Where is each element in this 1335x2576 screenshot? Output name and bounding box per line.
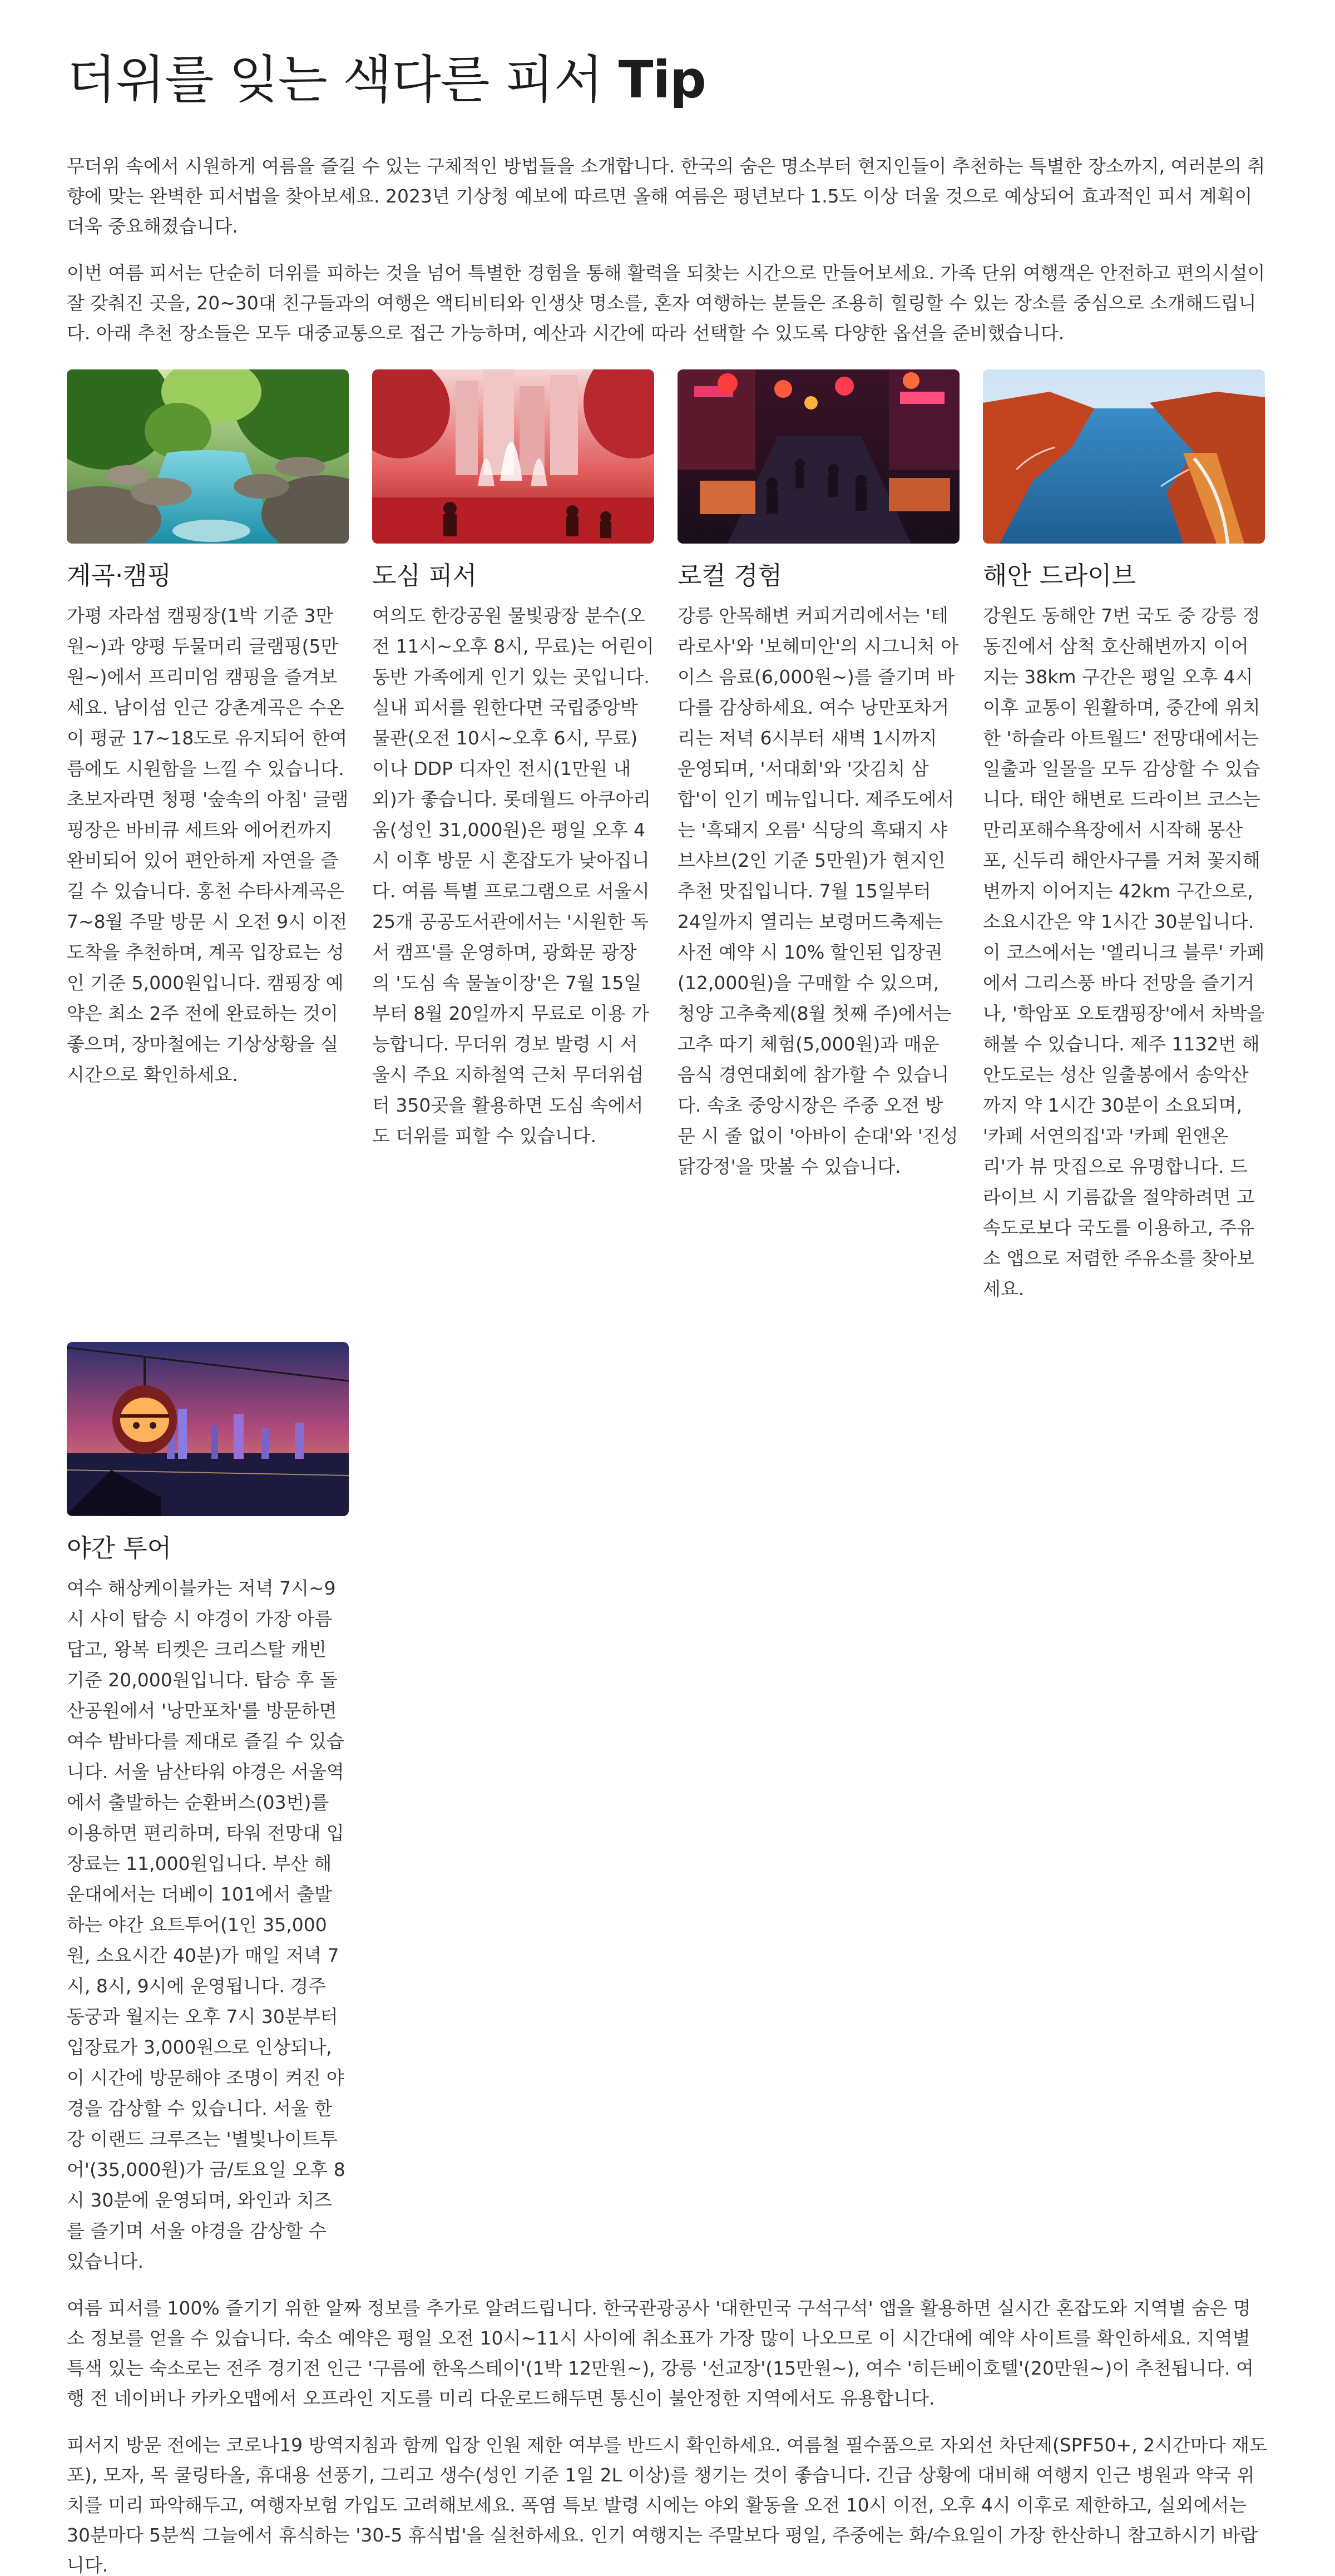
coastal-road-photo	[983, 369, 1265, 544]
card-body: 강릉 안목해변 커피거리에서는 '테라로사'와 '보헤미안'의 시그니처 아이스 음료(6,000원~)를 즐기며 바다를 감상하세요. 여수 낭만포차거리는 저녁 6시부터 새벽 1시까지 운영되며, '서대회'와 '갓김치 삼합'이 인기 메뉴입니다. 제주도에서는 '흑돼지 오름' 식당의 흑돼지 샤브샤브(2인 기준 5만원)가 현지인 추천 맛집입니다. 7월 15일부터 24일까지 열리는 보령머드축제는 사전 예약 시 10% 할인된 입장권(12,000원)을 구매할 수 있으며, 청양 고추축제(8월 첫째 주)에서는 고추 따기 체험(5,000원)과 매운 음식 경연대회에 참가할 수 있습니다. 속초 중앙시장은 주중 오전 방문 시 줄 없이 '아바이 순대'와 '진성 닭강정'을 맛볼 수 있습니다.	[678, 605, 958, 1177]
tip-card-local	[678, 369, 960, 1304]
card-title: 도심 피서	[372, 561, 477, 590]
title-main: 더위를 잊는 색다른 피서	[67, 50, 603, 110]
card-title: 야간 투어	[67, 1533, 172, 1563]
page-title	[67, 47, 1268, 113]
tip-card-night-tour	[67, 1342, 349, 2277]
tip-card-valley-camping	[67, 369, 349, 1304]
valley-stream-photo	[67, 369, 349, 544]
city-fountain-photo	[372, 369, 654, 544]
intro-paragraph: 무더위 속에서 시원하게 여름을 즐길 수 있는 구체적인 방법들을 소개합니다. 한국의 숨은 명소부터 현지인들이 추천하는 특별한 장소까지, 여러분의 취향에 맞는 완벽한 피서법을 찾아보세요. 2023년 기상청 예보에 따르면 올해 여름은 평년보다 1.5도 이상 더울 것으로 예상되어 효과적인 피서 계획이 더욱 중요해졌습니다.	[67, 155, 1265, 237]
card-title: 계곡·캠핑	[67, 561, 172, 590]
outro-paragraph: 피서지 방문 전에는 코로나19 방역지침과 함께 입장 인원 제한 여부를 반드시 확인하세요. 여름철 필수품으로 자외선 차단제(SPF50+, 2시간마다 재도포), 모자, 목 쿨링타올, 휴대용 선풍기, 그리고 생수(성인 기준 1일 2L 이상)를 챙기는 것이 좋습니다. 긴급 상황에 대비해 여행지 인근 병원과 약국 위치를 미리 파악해두고, 여행자보험 가입도 고려해보세요. 폭염 특보 발령 시에는 야외 활동을 오전 10시 이전, 오후 4시 이후로 제한하고, 실외에서는 30분마다 5분씩 그늘에서 휴식하는 '30-5 휴식법'을 실천하세요. 인기 여행지는 주말보다 평일, 주중에는 화/수요일이 가장 한산하니 참고하시기 바랍니다.	[67, 2434, 1267, 2576]
tip-card-city	[372, 369, 654, 1304]
card-body: 여의도 한강공원 물빛광장 분수(오전 11시~오후 8시, 무료)는 어린이 동반 가족에게 인기 있는 곳입니다. 실내 피서를 원한다면 국립중앙박물관(오전 10시~오후 6시, 무료)이나 DDP 디자인 전시(1만원 내외)가 좋습니다. 롯데월드 아쿠아리움(성인 31,000원)은 평일 오후 4시 이후 방문 시 혼잡도가 낮아집니다. 여름 특별 프로그램으로 서울시 25개 공공도서관에서는 '시원한 독서 캠프'를 운영하며, 광화문 광장의 '도심 속 물놀이장'은 7월 15일부터 8월 20일까지 무료로 이용 가능합니다. 무더위 경보 발령 시 서울시 주요 지하철역 근처 무더위쉼터 350곳을 활용하면 도심 속에서도 더위를 피할 수 있습니다.	[372, 605, 654, 1147]
card-body: 강원도 동해안 7번 국도 중 강릉 정동진에서 삼척 호산해변까지 이어지는 38km 구간은 평일 오후 4시 이후 교통이 원활하며, 중간에 위치한 '하슬라 아트월드' 전망대에서는 일출과 일몰을 모두 감상할 수 있습니다. 태안 해변로 드라이브 코스는 만리포해수욕장에서 시작해 몽산포, 신두리 해안사구를 거쳐 꽃지해변까지 이어지는 42km 구간으로, 소요시간은 약 1시간 30분입니다. 이 코스에서는 '엘리니크 블루' 카페에서 그리스풍 바다 전망을 즐기거나, '학암포 오토캠핑장'에서 차박을 해볼 수 있습니다. 제주 1132번 해안도로는 성산 일출봉에서 송악산까지 약 1시간 30분이 소요되며, '카페 서연의집'과 '카페 윈앤온리'가 뷰 맛집으로 유명합니다. 드라이브 시 기름값을 절약하려면 고속도로보다 국도를 이용하고, 주유소 앱으로 저렴한 주유소를 찾아보세요.	[983, 605, 1265, 1300]
card-title: 해안 드라이브	[983, 561, 1136, 590]
intro-paragraph: 이번 여름 피서는 단순히 더위를 피하는 것을 넘어 특별한 경험을 통해 활력을 되찾는 시간으로 만들어보세요. 가족 단위 여행객은 안전하고 편의시설이 잘 갖춰진 곳을, 20~30대 친구들과의 여행은 액티비티와 인생샷 명소를, 혼자 여행하는 분들은 조용히 힐링할 수 있는 장소를 중심으로 소개해드립니다. 아래 추천 장소들은 모두 대중교통으로 접근 가능하며, 예산과 시간에 따라 선택할 수 있도록 다양한 옵션을 준비했습니다.	[67, 262, 1265, 344]
cable-car-night-photo	[67, 1342, 349, 1516]
night-market-photo	[678, 369, 960, 544]
tip-card-coastal-drive	[983, 369, 1265, 1304]
card-title: 로컬 경험	[678, 561, 783, 590]
tip-card-grid	[67, 369, 1268, 2277]
card-body: 가평 자라섬 캠핑장(1박 기준 3만원~)과 양평 두물머리 글램핑(5만원~)에서 프리미엄 캠핑을 즐겨보세요. 남이섬 인근 강촌계곡은 수온이 평균 17~18도로 유지되어 한여름에도 시원함을 느낄 수 있습니다. 초보자라면 청평 '숲속의 아침' 글램핑장은 바비큐 세트와 에어컨까지 완비되어 있어 편안하게 자연을 즐길 수 있습니다. 홍천 수타사계곡은 7~8월 주말 방문 시 오전 9시 이전 도착을 추천하며, 계곡 입장료는 성인 기준 5,000원입니다. 캠핑장 예약은 최소 2주 전에 완료하는 것이 좋으며, 장마철에는 기상상황을 실시간으로 확인하세요.	[67, 605, 349, 1085]
title-accent: Tip	[618, 50, 706, 110]
card-body: 여수 해상케이블카는 저녁 7시~9시 사이 탑승 시 야경이 가장 아름답고, 왕복 티켓은 크리스탈 캐빈 기준 20,000원입니다. 탑승 후 돌산공원에서 '낭만포차'를 방문하면 여수 밤바다를 제대로 즐길 수 있습니다. 서울 남산타워 야경은 서울역에서 출발하는 순환버스(03번)를 이용하면 편리하며, 타워 전망대 입장료는 11,000원입니다. 부산 해운대에서는 더베이 101에서 출발하는 야간 요트투어(1인 35,000원, 소요시간 40분)가 매일 저녁 7시, 8시, 9시에 운영됩니다. 경주 동궁과 월지는 오후 7시 30분부터 입장료가 3,000원으로 인상되나, 이 시간에 방문해야 조명이 켜진 야경을 감상할 수 있습니다. 서울 한강 이랜드 크루즈는 '별빛나이트투어'(35,000원)가 금/토요일 오후 8시 30분에 운영되며, 와인과 치즈를 즐기며 서울 야경을 감상할 수 있습니다.	[67, 1577, 345, 2272]
outro-paragraph: 여름 피서를 100% 즐기기 위한 알짜 정보를 추가로 알려드립니다. 한국관광공사 '대한민국 구석구석' 앱을 활용하면 실시간 혼잡도와 지역별 숨은 명소 정보를 얻을 수 있습니다. 숙소 예약은 평일 오전 10시~11시 사이에 취소표가 가장 많이 나오므로 이 시간대에 예약 사이트를 확인하세요. 지역별 특색 있는 숙소로는 전주 경기전 인근 '구름에 한옥스테이'(1박 12만원~), 강릉 '선교장'(15만원~), 여수 '히든베이호텔'(20만원~)이 추천됩니다. 여행 전 네이버나 카카오맵에서 오프라인 지도를 미리 다운로드해두면 통신이 불안정한 지역에서도 유용합니다.	[67, 2297, 1254, 2409]
